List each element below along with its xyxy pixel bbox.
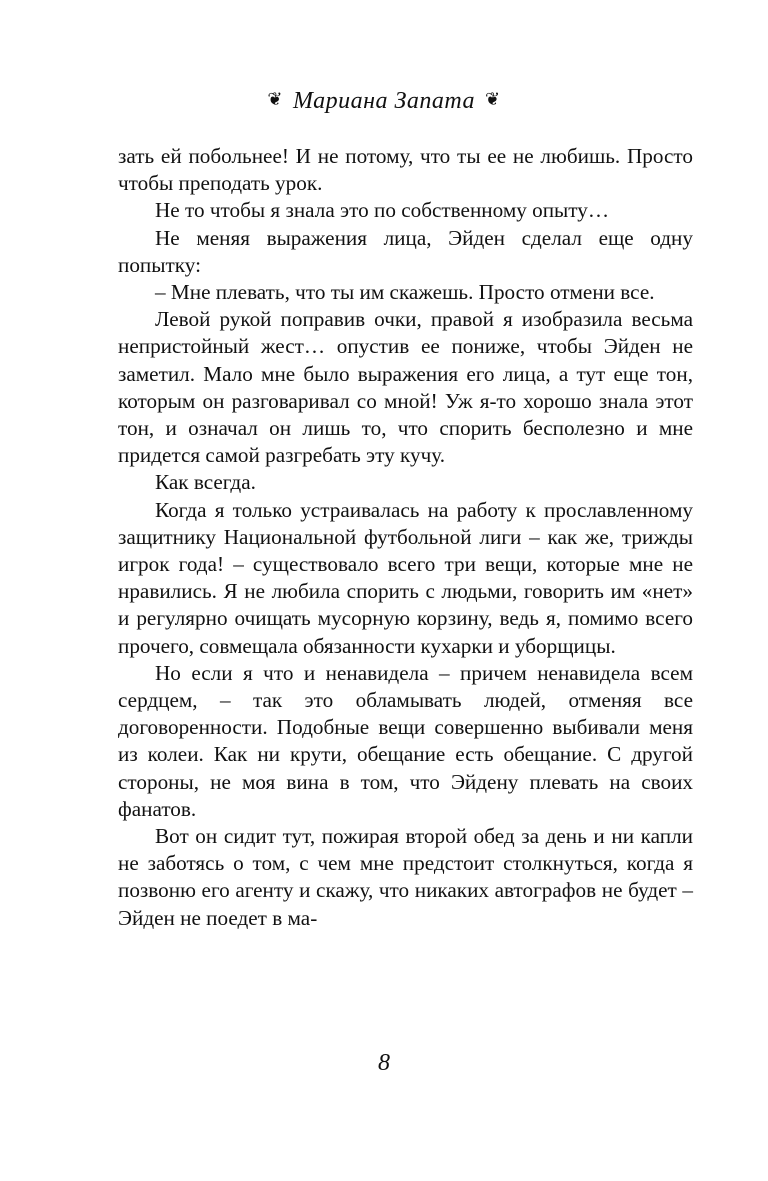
paragraph: Но если я что и ненавидела – причем ненавидела всем сердцем, – так это обламывать людей, отменяя все договоренности. Подобные вещи совершенно выбивали меня из колеи. Как ни крути, обещание есть обещание. С другой стороны, не моя вина в том, что Эйдену плевать на своих фанатов. xyxy=(118,660,693,821)
paragraph: – Мне плевать, что ты им скажешь. Просто отмени все. xyxy=(155,280,655,305)
paragraph: Левой рукой поправив очки, правой я изобразила весьма непристойный жест… опустив ее пониже, чтобы Эйден не заметил. Мало мне было выражения его лица, а тут еще тон, которым он разговаривал со мной! Уж я-то хорошо знала этот тон, и означал он лишь то, что спорить бесполезно и мне придется самой разгребать эту кучу. xyxy=(118,307,693,468)
author-name: Мариана Запата xyxy=(292,88,476,114)
body-text xyxy=(118,143,693,932)
running-header xyxy=(0,88,768,115)
paragraph: Когда я только устраивалась на работу к прославленному защитнику Национальной футбольной лиги – как же, трижды игрок года! – существовало всего три вещи, которые мне не нравились. Я не любила спорить с людьми, говорить им «нет» и регулярно очищать мусорную корзину, ведь я, помимо всего прочего, совмещала обязанности кухарки и уборщицы. xyxy=(118,497,693,658)
paragraph: Как всегда. xyxy=(155,470,256,495)
left-ornament-icon: ❦ xyxy=(267,89,283,109)
right-ornament-icon: ❦ xyxy=(485,89,501,109)
page-number: 8 xyxy=(378,1050,390,1076)
paragraph: Не то чтобы я знала это по собственному опыту… xyxy=(155,198,610,223)
paragraph: Вот он сидит тут, пожирая второй обед за день и ни капли не заботясь о том, с чем мне предстоит столкнуться, когда я позвоню его агенту и скажу, что никаких автографов не будет – Эйден не поедет в ма- xyxy=(118,824,693,930)
paragraph: Не меняя выражения лица, Эйден сделал еще одну попытку: xyxy=(118,225,693,277)
paragraph: зать ей побольнее! И не потому, что ты ее не любишь. Просто чтобы преподать урок. xyxy=(118,144,693,196)
